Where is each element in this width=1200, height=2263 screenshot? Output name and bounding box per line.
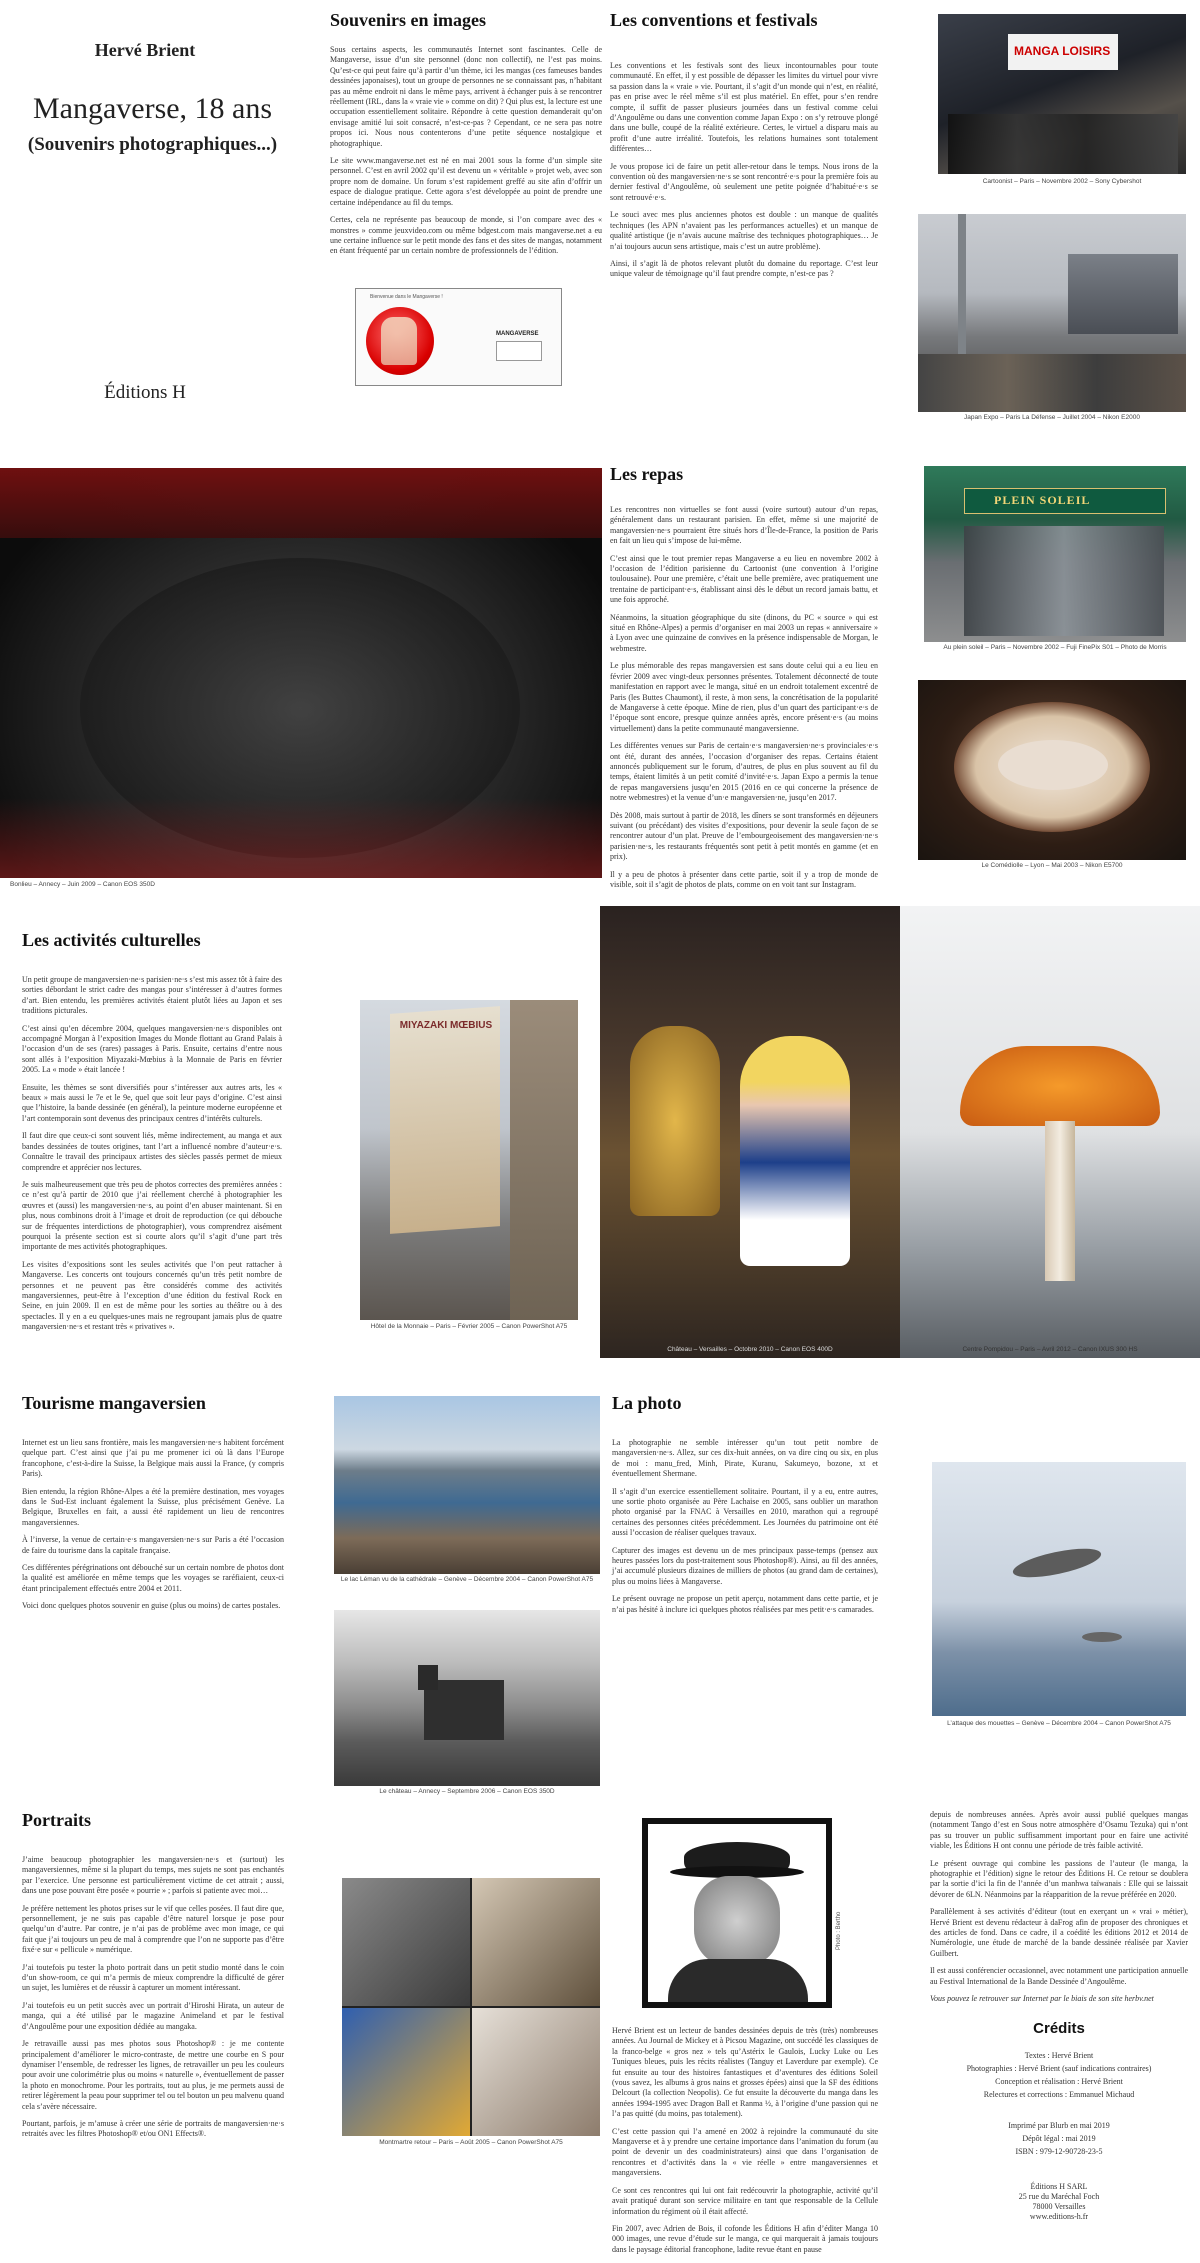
- paragraph: depuis de nombreuses années. Après avoir aussi publié quelques mangas (notamment Tango d’est en Sous notre atmosphère d’Osamu Tezuka) qui n’ont pas su trouver un public suffisamment important pour en faire une activité viable, les Éditions H ont connu une période de très faible activité.: [930, 1810, 1188, 1851]
- paragraph: Vous pouvez le retrouver sur Internet par le biais de son site herbv.net: [930, 1994, 1154, 2004]
- photo-credit: Photo : Bertho: [836, 1911, 842, 1950]
- caption: Le lac Léman vu de la cathédrale – Genève – Décembre 2004 – Canon PowerShot A75: [340, 1576, 594, 1583]
- cover-publisher: Éditions H: [104, 382, 186, 403]
- paragraph: Le présent ouvrage qui combine les passions de l’auteur (le manga, la photographie et l’édition) signe le retour des Éditions H. Ce retour se doublera par la sortie d’ici la fin de l’année d’un manhwa taïwanais : Elle qui se laissait dévorer de 6LN. Néanmoins par la réapparition de la revue préférée en 2020.: [930, 1858, 1188, 1899]
- photo-mouettes: [932, 1462, 1186, 1716]
- section-activites: [22, 930, 282, 1340]
- print-line: Imprimé par Blurb en mai 2019: [1008, 2121, 1110, 2130]
- paragraph: Sous certains aspects, les communautés Internet sont fascinantes. Celle de Mangaverse, issue d’un site personnel (donc non collectif), ne l’est pas moins. Qu’est-ce qui peut faire qu’à partir d’un thème, ici les mangas (ces fameuses bandes dessinées japonaises), tout un groupe de personnes ne se connaissant pas, n’habitant pas au même endroit ni dans le même pays, arrivent à échanger puis à se rencontrer réellement (IRL, dans la « vraie vie » comme on dit) ? Qui plus est, la lecture est une occupation essentiellement solitaire. Répondre à cette question demanderait qu’on envisage amitié lui soit consacré, n’est-ce-pas ? Cependant, ce ne sera pas notre propos ici. Nous nous contenterons d’une petite séquence nostalgique et photographique.: [330, 45, 602, 148]
- caption: L’attaque des mouettes – Genève – Décembre 2004 – Canon PowerShot A75: [947, 1720, 1171, 1727]
- paragraph: Je vous propose ici de faire un petit aller-retour dans le temps. Nous irons de la convention où des mangaversien·ne·s se sont rencontré·e·s pour la première fois au dernier festival d’Angoulême, où seulement une petite poignée d’habitué·e·s se sont retrouvé·e·s.: [610, 161, 878, 202]
- caption: Château – Versailles – Octobre 2010 – Canon EOS 400D: [667, 1346, 833, 1353]
- exhibit-banner: MIYAZAKI MŒBIUS: [399, 1020, 493, 1031]
- paragraph: Certes, cela ne représente pas beaucoup de monde, si l’on compare avec des « monstres » comme jeuxvideo.com ou même bdgest.com mais mangaverse.net a eu une certaine influence sur le petit monde des fans et des sites de mangas, notamment en étant fréquenté par un certain nombre de professionnels de l’édition.: [330, 215, 602, 256]
- section-souvenirs: [330, 10, 602, 264]
- caption: Bonlieu – Annecy – Juin 2009 – Canon EOS 350D: [10, 881, 155, 888]
- cover-title: Mangaverse, 18 ans: [32, 92, 273, 125]
- credit-line: Conception et réalisation : Hervé Brient: [995, 2077, 1123, 2086]
- caption: Hôtel de la Monnaie – Paris – Février 2005 – Canon PowerShot A75: [370, 1323, 568, 1330]
- photo-text: [612, 1438, 878, 1615]
- section-title-tourisme: Tourisme mangaversien: [22, 1393, 206, 1413]
- repas-text: [610, 505, 878, 890]
- section-title-photo: La photo: [612, 1393, 682, 1413]
- paragraph: Ainsi, il s’agit là de photos relevant plutôt du domaine du reportage. C’est leur unique valeur de témoignage qu’il faut prendre compte, n’est-ce pas ?: [610, 258, 878, 279]
- paragraph: Un petit groupe de mangaversien·ne·s parisien·ne·s s’est mis assez tôt à faire des sorties débordant le strict cadre des mangas pour s’intéresser à d’autres formes d’art. Bien entendu, les premières activités étaient plutôt liées au Japon et ses traditions picturales.: [22, 975, 282, 1016]
- photo-annecy-chateau: [334, 1610, 600, 1786]
- credits-title: Crédits: [1033, 2020, 1085, 2037]
- section-conventions: [610, 10, 878, 287]
- paragraph: Parallèlement à ses activités d’éditeur (tout en exerçant un « vrai » métier), Hervé Brient est devenu rédacteur à daFrog afin de proposer des chroniques et des articles de fond. Dans ce cadre, il a coédité les éditions 2012 et 2014 de Numérologie, une étude de marché de la bande dessinée réalisée par Xavier Guilbert.: [930, 1907, 1188, 1958]
- print-line: ISBN : 979-12-90728-23-5: [1015, 2147, 1103, 2156]
- paragraph: La photographie ne semble intéresser qu’un tout petit nombre de mangaversien·ne·s. Allez, sur ces dix-huit années, on va dire cinq ou six, en plus de moi : manu_fred, Minh, Pirate, Kuranu, Sakumeyo, bozone, xt et éventuellement Shermane.: [612, 1438, 878, 1479]
- thumbnail-logo: MANGAVERSE: [496, 331, 539, 337]
- paragraph: À l’inverse, la venue de certain·e·s mangaversien·ne·s sur Paris a été l’occasion de faire du tourisme dans la capitale française.: [22, 1535, 284, 1555]
- paragraph: Le présent ouvrage ne propose un petit aperçu, notamment dans cette partie, et je n’ai pas hésité à inclure ici quelques photos réalisées par mes petit·e·s camarades.: [612, 1594, 878, 1614]
- photo-versailles-figure: [600, 906, 900, 1358]
- website-thumbnail: [355, 288, 562, 386]
- paragraph: Internet est un lieu sans frontière, mais les mangaversien·ne·s habitent forcément quelque part. C’est ainsi que j’ai pu me promener ici où là dans l’Europe francophone, c’est-à-dire la Suisse, la Belgique mais aussi la France, (y compris Paris).: [22, 1438, 284, 1479]
- caption: Le Comédiolle – Lyon – Mai 2003 – Nikon E5700: [981, 862, 1123, 869]
- photo-cartoonist: [938, 14, 1186, 174]
- paragraph: Le site www.mangaverse.net est né en mai 2001 sous la forme d’un simple site personnel. C’est en avril 2002 qu’il est devenu un « véritable » projet web, avec son propre nom de domaine. Un forum s’est rapidement greffé au site afin d’offrir un espace de dialogue pratique. Cette agora s’est développée au point de prendre une certaine indépendance au fil du temps.: [330, 156, 602, 207]
- photo-plein-soleil: [924, 466, 1186, 642]
- section-title-souvenirs: Souvenirs en images: [330, 10, 487, 30]
- paragraph: Dès 2008, mais surtout à partir de 2018, les dîners se sont transformés en déjeuners suivant (ou précédant) des visites d’expositions, pour devenir la seule façon de se rencontrer autour d’un plat. Preuve de l’embourgeoisement des mangaversien·ne·s parisien·ne·s, les restaurants fréquentés sont petit à petit montés en gamme (et en prix).: [610, 810, 878, 862]
- photo-bonlieu: [0, 468, 602, 878]
- paragraph: Les visites d’expositions sont les seules activités que l’on peut rattacher à Mangaverse. Les concerts ont toujours concernés qu’un très petit nombre de personnes et ne peuvent pas être considérés comme des activités mangaversiennes, peut-être à l’exception d’une édition du festival Rock en Seine, en juin 2009. Il en est de même pour les sorties au théâtre ou à des spectacles. Il y en a eu quelques-unes mais ne regroupant jamais plus de quatre mangaversien·ne·s et restant très « privatives ».: [22, 1259, 282, 1332]
- address-line: Éditions H SARL: [1030, 2182, 1088, 2191]
- paragraph: Les rencontres non virtuelles se font aussi (voire surtout) autour d’un repas, généralement dans un restaurant parisien. En effet, même si une majorité de mangaversien·ne·s pourraient être situés hors d’Île-de-France, la position de Paris en fait un lieu qui s’impose de lui-même.: [610, 505, 878, 546]
- conventions-text: [610, 61, 878, 280]
- thumbnail-header: Bienvenue dans le Mangaverse !: [370, 294, 443, 300]
- paragraph: Ce sont ces rencontres qui lui ont fait redécouvrir la photographie, activité qu’il avait pratiqué durant son service militaire en tant que responsable de la Cellule information du régiment où il était affecté.: [612, 2185, 878, 2216]
- paragraph: C’est cette passion qui l’a amené en 2002 à rejoindre la communauté du site Mangaverse et à y prendre une certaine importance dans l’animation du forum (au point de devenir un des coadministrateurs) ainsi que dans l’organisation de rencontres et d’activités dans la « vie réelle » entre mangaversiennes et mangaversiens.: [612, 2126, 878, 2178]
- paragraph: Néanmoins, la situation géographique du site (dinons, du PC « source » qui est situé en Rhône-Alpes) a permis d’organiser en mai 2003 un repas « anniversaire » à Lyon avec une quinzaine de convives en la présence indispensable de Morgan, le webmestre.: [610, 612, 878, 653]
- section-title-repas: Les repas: [610, 464, 684, 484]
- photo-cake: [918, 680, 1186, 860]
- cover-block: [0, 30, 300, 430]
- bio-text: [612, 2026, 878, 2262]
- bio-continued-text: [930, 1810, 1188, 2012]
- paragraph: Pourtant, parfois, je m’amuse à créer une série de portraits de mangaversien·ne·s retraités avec les filtres Photoshop® et/ou ON1 Effects®.: [22, 2118, 284, 2139]
- caption: Japan Expo – Paris La Défense – Juillet 2004 – Nikon E2000: [964, 414, 1140, 421]
- caption: Centre Pompidou – Paris – Avril 2012 – Canon IXUS 300 HS: [962, 1346, 1138, 1353]
- credit-line: Textes : Hervé Brient: [1024, 2051, 1094, 2060]
- paragraph: Il s’agit d’un exercice essentiellement solitaire. Pourtant, il y a eu, entre autres, une sortie photo organisée au Père Lachaise en 2005, sans oublier un marathon photo organisé par la FNAC à Versailles en 2010, marathon qui a regroupé certaines des personnes citées précédemment. Les Journées du patrimoine ont été aussi l’occasion de réaliser quelques travaux.: [612, 1486, 878, 1538]
- photo-portrait-grid: [342, 1878, 600, 2136]
- paragraph: Capturer des images est devenu un de mes principaux passe-temps (pensez aux heures passées lors du post-traitement sous Photoshop®). Ainsi, au fil des années, j’ai accumulé plusieurs dizaines de milliers de photos (au grand dam de certaines), plus ou moins liées à Mangaverse.: [612, 1545, 878, 1586]
- portraits-text: [22, 1855, 284, 2140]
- paragraph: C’est ainsi qu’en décembre 2004, quelques mangaversien·ne·s disponibles ont accompagné Morgan à l’exposition Images du Monde flottant au Grand Palais à l’occasion d’un de ses (rares) passages à Paris. Ensuite, certains d’entre nous sont allés à l’exposition Miyazaki-Mœbius à la Monnaie de Paris en février 2005. La « mode » était lancée !: [22, 1023, 282, 1075]
- photo-japan-expo: [918, 214, 1186, 412]
- photo-author-portrait: [642, 1818, 832, 2008]
- credits-block: [930, 2020, 1188, 2222]
- tourisme-text: [22, 1438, 284, 1612]
- section-tourisme: [22, 1393, 284, 1619]
- cover-author: Hervé Brient: [94, 40, 196, 60]
- paragraph: Il faut dire que ceux-ci sont souvent liés, même indirectement, au manga et aux bandes dessinées de toutes origines, tant l’art a influencé nombre d’auteur·e·s. Connaître le travail des principaux artistes des siècles passés permet de mieux comprendre et apprécier nos lectures.: [22, 1131, 282, 1172]
- paragraph: Le souci avec mes plus anciennes photos est double : un manque de qualités techniques (les APN n’avaient pas les performances actuelles) et un manque de qualité artistique (je n’avais aucune maîtrise des techniques photographiques… Je n’ai toujours aucun sens artistique, mais c’est un autre problème).: [610, 210, 878, 251]
- paragraph: J’ai toutefois pu tester la photo portrait dans un petit studio monté dans le coin d’un show-room, ce qui m’a permis de mieux comprendre la difficulté de gérer un sujet, les lumières et de réussir à capturer un moment intéressant.: [22, 1962, 284, 1993]
- paragraph: Il y a peu de photos à présenter dans cette partie, soit il y a trop de monde de visible, soit il s’agit de photos de plats, comme on en voit tant sur Instagram.: [610, 869, 878, 889]
- caption: Le château – Annecy – Septembre 2006 – Canon EOS 350D: [379, 1788, 555, 1795]
- paragraph: Les conventions et les festivals sont des lieux incontournables pour toute communauté. En effet, il y est possible de dépasser les limites du virtuel pour vivre sa passion dans la « vraie » vie. Pourtant, il s’agit d’un monde qui n’est, en réalité, pas en prise avec le réel même s’il est plus matériel. En effet, pour s’en rendre compte, il suffit de passer plusieurs journées dans un festival comme celui d’Angoulême ou dans une convention comme Japan Expo : on s’y retrouve plongé dans une bulle, coupé de la réalité extérieure. Certes, le virtuel a disparu mais au profit d’une autre irréalité. Toutefois, les relations humaines sont totalement différentes…: [610, 61, 878, 154]
- paragraph: J’ai toutefois eu un petit succès avec un portrait d’Hiroshi Hirata, un auteur de manga, qui a été utilisé par le magazine Animeland et par le festival d’Angoulême pour une exposition dédiée au mangaka.: [22, 2000, 284, 2031]
- paragraph: Je retravaille aussi pas mes photos sous Photoshop® : je me contente principalement d’améliorer le micro-contraste, de mettre une courbe en S pour dynamiser l’ensemble, de redresser les lignes, de retravailler un peu les couleurs pour avoir une colorimétrie plus ou moins « naturelle », éventuellement de passer la photo en monochrome. Pour les portraits, tout au plus, je me permets aussi de retirer légèrement la peau pour supprimer tel ou tel bouton un peu malvenu quand cela s’avère nécessaire.: [22, 2039, 284, 2111]
- caption: Cartoonist – Paris – Novembre 2002 – Sony Cybershot: [982, 178, 1142, 185]
- souvenirs-text: [330, 45, 602, 257]
- activites-text: [22, 975, 282, 1333]
- paragraph: Ces différentes pérégrinations ont débouché sur un certain nombre de photos dont la qualité est améliorée en même temps que les voyages se raréfiaient, ceux-ci étant principalement effectués entre 2004 et 2011.: [22, 1563, 284, 1593]
- photo-monnaie-banner: [360, 1000, 578, 1320]
- paragraph: Voici donc quelques photos souvenir en guise (plus ou moins) de cartes postales.: [22, 1601, 281, 1611]
- paragraph: Je préfère nettement les photos prises sur le vif que celles posées. Il faut dire que, personnellement, je ne suis pas capable d’être naturel lorsque je pose pour quelqu’un d’autre. Par contre, je n’ai pas de problème avec mon image, ce qui fait que j’ai toujours un peu de mal à comprendre que l’on ne supporte pas d’être fixé·e sur « pellicule » numérique.: [22, 1903, 284, 1955]
- section-portraits: [22, 1810, 284, 2147]
- paragraph: Les différentes venues sur Paris de certain·e·s mangaversien·ne·s provinciales·e·s ont été, durant des années, l’occasion d’organiser des repas. Certains étaient annoncés publiquement sur le forum, d’autres, de plus en plus souvent au fil du temps, étaient limités à un petit comité d’invité·e·s. Japan Expo a permis la tenue de repas mangaversiens jusqu’en 2015 (2016 en ce qui concerne la présence de notre webmestres) et la venue d’un·e mangaversien·ne, jusqu’en 2017.: [610, 741, 878, 803]
- section-repas: [610, 464, 878, 897]
- address-line: 25 rue du Maréchal Foch: [1018, 2192, 1100, 2201]
- paragraph: Je suis malheureusement que très peu de photos correctes des premières années : ce n’est qu’à partir de 2010 que j’ai réellement cherché à photographier les œuvres et (aussi) les mangaversien·ne·s, au point d’en abuser maintenant. Si en plus, nous combinons droit à l’image et droit de reproduction (ce qui débouche sur de fréquentes interdictions de photographier), vous comprendrez aisément pourquoi la présente section est si courte alors qu’il s’agit d’une part très importante de mes activités photographiques.: [22, 1179, 282, 1252]
- caption: Montmartre retour – Paris – Août 2005 – Canon PowerShot A75: [379, 2139, 563, 2146]
- restaurant-sign: PLEIN SOLEIL: [994, 493, 1091, 507]
- caption: Au plein soleil – Paris – Novembre 2002 – Fuji FinePix S01 – Photo de Morris: [943, 644, 1167, 651]
- photo-pompidou-mushroom: [900, 906, 1200, 1358]
- section-title-conventions: Les conventions et festivals: [610, 10, 818, 30]
- paragraph: C’est ainsi que le tout premier repas Mangaverse a eu lieu en novembre 2002 à l’occasion de l’édition parisienne du Cartoonist (une convention à l’origine toulousaine). Pour une première, c’était une belle première, avec pratiquement une trentaine de participant·e·s, établissant ainsi dès le début un record jamais battu, et une fois approché.: [610, 553, 878, 605]
- website-link[interactable]: www.editions-h.fr: [1029, 2212, 1089, 2221]
- manga-loisirs-sign: MANGA LOISIRS: [1014, 44, 1111, 58]
- section-photo: [612, 1393, 878, 1622]
- address-line: 78000 Versailles: [1032, 2202, 1086, 2211]
- paragraph: Bien entendu, la région Rhône-Alpes a été la première destination, mes voyages dans le Sud-Est incluant également la Suisse, plus précisément Genève. La Belgique, Bruxelles en fait, a aussi été rapidement un lieu de rencontres mangaversiennes.: [22, 1486, 284, 1527]
- paragraph: Il est aussi conférencier occasionnel, avec notamment une participation annuelle au Festival International de la Bande Dessinée d’Angoulême.: [930, 1966, 1188, 1986]
- credit-line: Relectures et corrections : Emmanuel Michaud: [983, 2090, 1135, 2099]
- paragraph: Fin 2007, avec Adrien de Bois, il cofonde les Éditions H afin d’éditer Manga 10 000 images, une revue d’étude sur le manga, ce qui marquerait à jamais toujours dans le paysage éditorial francophone, ladite revue étant en pause: [612, 2223, 878, 2254]
- paragraph: Le plus mémorable des repas mangaversien est sans doute celui qui a eu lieu en février 2009 avec vingt-deux personnes présentes. Totalement déconnecté de toute manifestation en rapport avec le manga, situé en un endroit totalement excentré de Paris (les Buttes Chaumont), il reste, à mon sens, la concrétisation de la popularité de Mangaverse à cette époque. Mine de rien, plus d’un quart des participant·e·s de l’époque sont encore, presque quinze années après, encore présent·e·s (au moins virtuellement) dans la petite communauté mangaversienne.: [610, 661, 878, 733]
- paragraph: Ensuite, les thèmes se sont diversifiés pour s’intéresser aux autres arts, les « beaux » mais aussi le 7e et le 9e, quel que soit leur pays d’origine. C’est ainsi que l’histoire, la bande dessinée (en général), la peinture moderne européenne et l’art contemporain sont devenus des principaux centres d’intérêts culturels.: [22, 1082, 282, 1123]
- section-title-portraits: Portraits: [22, 1810, 91, 1830]
- section-title-activites: Les activités culturelles: [22, 930, 201, 950]
- print-line: Dépôt légal : mai 2019: [1022, 2134, 1096, 2143]
- paragraph: J’aime beaucoup photographier les mangaversien·ne·s et (surtout) les mangaversiennes, même si la plupart du temps, mes sujets ne sont pas enchantés par l’exercice. Une personne est particulièrement victime de cet attrait ; aussi, dans une pose pouvant être posée « pourrie » ; parfois si patiente avec moi…: [22, 1855, 284, 1896]
- credit-line: Photographies : Hervé Brient (sauf indications contraires): [966, 2064, 1152, 2073]
- cover-subtitle: (Souvenirs photographiques...): [27, 134, 278, 155]
- photo-geneve-lac: [334, 1396, 600, 1574]
- paragraph: Hervé Brient est un lecteur de bandes dessinées depuis de très (très) nombreuses années. Au Journal de Mickey et à Picsou Magazine, ont succédé les classiques de la franco-belge « gros nez » tels qu’Astérix le Gaulois, Lucky Luke ou Les Tuniques bleues, puis les récits réalistes (Tanguy et Laverdure par exemple). Ce fut ensuite au tour des histoires fantastiques et d’aventures des éditions Soleil (vous savez, les albums à gros nains et grosses épées) ainsi que la SF des éditions Delcourt (la collection Neopolis). Ce fut ensuite la découverte du manga dans les années 1994-1995 avec Dragon Ball et Ranma ½, à l’origine d’une passion qui ne l’a pas quitté (du moins, pas totalement).: [612, 2026, 878, 2119]
